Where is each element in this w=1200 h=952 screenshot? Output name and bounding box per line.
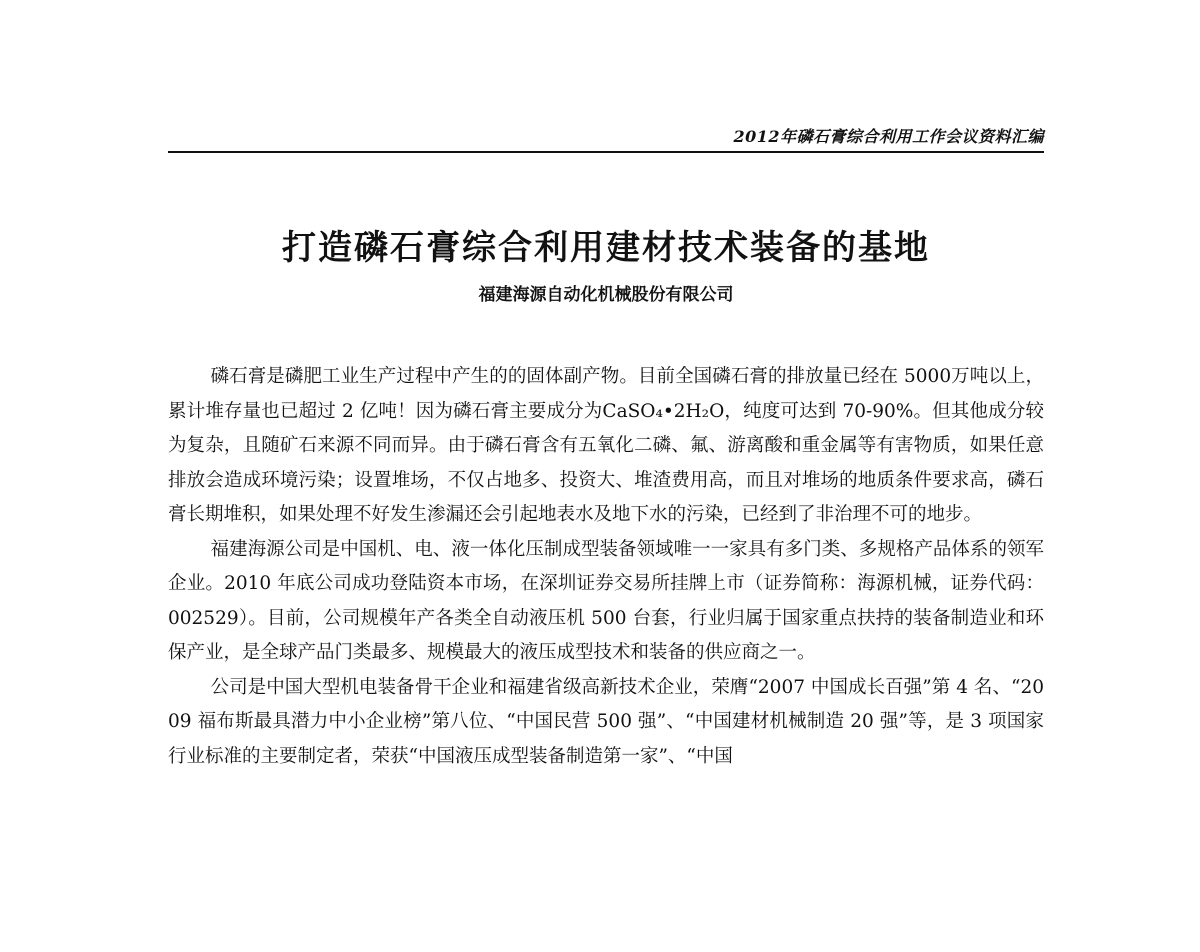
body-paragraph: 福建海源公司是中国机、电、液一体化压制成型装备领域唯一一家具有多门类、多规格产品体系的领军企业。2010 年底公司成功登陆资本市场，在深圳证券交易所挂牌上市（证券简称：海源机械，证券代码：002529）。目前，公司规模年产各类全自动液压机 500 台套，行业归属于国家重点扶持的装备制造业和环保产业，是全球产品门类最多、规模最大的液压成型技术和装备的供应商之一。 [168, 538, 1044, 663]
article-author: 福建海源自动化机械股份有限公司 [478, 285, 734, 305]
running-header: 2012年磷石膏综合利用工作会议资料汇编 [733, 127, 1044, 146]
article-title: 打造磷石膏综合利用建材技术装备的基地 [282, 228, 930, 268]
body-paragraph: 磷石膏是磷肥工业生产过程中产生的的固体副产物。目前全国磷石膏的排放量已经在 5000万吨以上，累计堆存量也已超过 2 亿吨！因为磷石膏主要成分为CaSO₄•2H₂O，纯度可达到 70-90%。但其他成分较为复杂，且随矿石来源不同而异。由于磷石膏含有五氧化二磷、氟、游离酸和重金属等有害物质，如果任意排放会造成环境污染；设置堆场，不仅占地多、投资大、堆渣费用高，而且对堆场的地质条件要求高，磷石膏长期堆积，如果处理不好发生渗漏还会引起地表水及地下水的污染，已经到了非治理不可的地步。 [168, 366, 1044, 525]
body-paragraph: 公司是中国大型机电装备骨干企业和福建省级高新技术企业，荣膺“2007 中国成长百强”第 4 名、“2009 福布斯最具潜力中小企业榜”第八位、“中国民营 500 强”、“中国建材机械制造 20 强”等，是 3 项国家行业标准的主要制定者，荣获“中国液压成型装备制造第一家”、“中国 [168, 676, 1044, 767]
header-rule [168, 151, 1044, 153]
article-body [168, 360, 1044, 774]
